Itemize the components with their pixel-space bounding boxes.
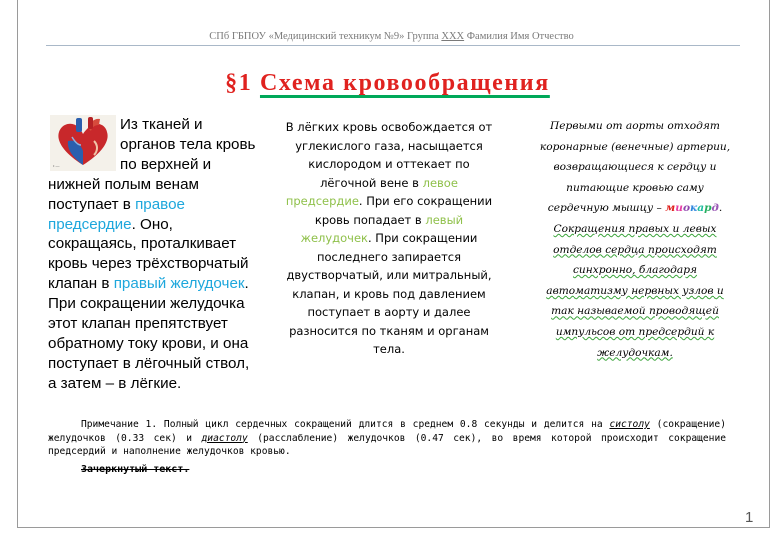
footnote — [48, 418, 726, 459]
header-prefix: СПб ГБПОУ «Медицинский техникум №9» Группа — [209, 31, 442, 42]
term-right-ventricle: правый желудочек — [113, 275, 245, 293]
col1-text-1: Из тканей и органов тела кровь по верхней и нижней полым венам поступает в — [48, 116, 256, 213]
strikethrough-text: Зачеркнутый текст. — [81, 464, 190, 475]
section-number: §1 — [225, 70, 253, 96]
svg-text:• —: • — — [53, 163, 60, 168]
col3-text-1-end: . — [718, 202, 723, 215]
heart-anatomy-icon — [50, 115, 116, 171]
col1-text-3: . При сокращении желудочка этот клапан препятствует обратному току крови, и она поступает в лёгочный ствол, а затем – в лёгкие. — [48, 275, 250, 392]
column-right — [535, 116, 735, 363]
term-right-atrium: правое предсердие — [48, 195, 185, 233]
term-systole: систолу — [609, 419, 650, 430]
col2-text-2: . При его сокращении кровь попадает в — [314, 194, 493, 227]
col2-text-3: . При сокращении последнего запирается двустворчатый, или митральный, клапан, и кровь под давлением поступает в аорту и далее разносится по тканям и органам тела. — [286, 231, 492, 356]
header-group: XXX — [441, 31, 465, 42]
col1-text-2: . Оно, сокращаясь, проталкивает кровь через трёхстворчатый клапан в — [48, 215, 249, 293]
section-title: Схема кровообращения — [259, 70, 550, 96]
header-divider — [46, 45, 740, 46]
term-diastole: диастолу — [201, 432, 248, 444]
note-mid-2: (расслабление) желудочков (0.47 сек), во время которой происходит сокращение предсердий и наполнение желудочков кровью. — [48, 432, 727, 457]
col2-text-1: В лёгких кровь освобождается от углекислого газа, насыщается кислородом и оттекает по лёгочной вене в — [285, 120, 493, 190]
term-left-atrium: левое предсердие — [285, 175, 458, 208]
term-left-ventricle: левый желудочек — [300, 212, 464, 245]
term-myocardium: миокард — [665, 202, 719, 215]
note-lead: Примечание 1. Полный цикл сердечных сокращений длится в среднем 0.8 секунды и делится на — [81, 419, 610, 430]
col3-text-1: Первыми от аорты отходят коронарные (венечные) артерии, возвращающиеся к сердцу и питающие кровью саму сердечную мышцу – — [539, 120, 731, 215]
page-title — [0, 70, 775, 97]
note-mid-1: (сокращение) желудочков (0.33 сек) и — [48, 419, 726, 444]
column-middle — [283, 118, 495, 359]
header-suffix: Фамилия Имя Отчество — [464, 31, 574, 42]
col3-text-2: Сокращения правых и левых отделов сердца происходят синхронно, благодаря автоматизму нервных узлов и так называемой проводящей импульсов от предсердий к желудочкам. — [546, 222, 724, 359]
page-number: 1 — [745, 509, 754, 526]
column-left — [48, 115, 260, 394]
page-header — [40, 31, 743, 42]
